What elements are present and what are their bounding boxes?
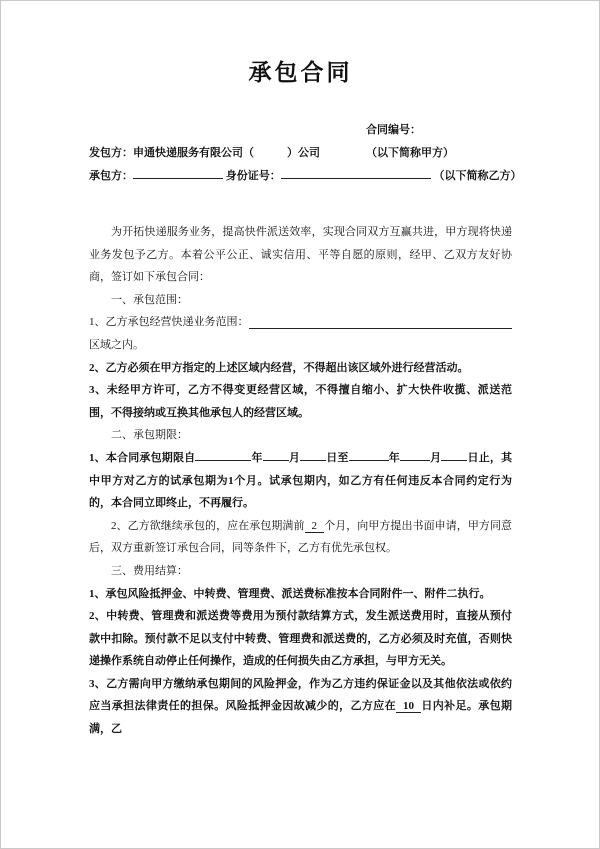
renewal-notice-months-value: 2 bbox=[305, 520, 325, 533]
clause-scope-1-suffix: 区域之内。 bbox=[89, 338, 144, 351]
year-label-2: 年 bbox=[388, 451, 400, 464]
clause-term-2 bbox=[89, 515, 512, 560]
clause-fees-3 bbox=[89, 673, 512, 741]
start-day-blank bbox=[300, 448, 326, 461]
section-heading-fees: 三、费用结算： bbox=[111, 564, 188, 577]
party-b-name-blank bbox=[133, 166, 223, 179]
end-month-blank bbox=[400, 448, 430, 461]
contract-number-line bbox=[89, 119, 512, 142]
year-label-1: 年 bbox=[251, 451, 263, 464]
party-b-id-blank bbox=[281, 166, 431, 179]
replenish-days-value: 10 bbox=[396, 700, 421, 713]
party-a-alias: （以下简称甲方） bbox=[366, 147, 454, 159]
document-body bbox=[89, 221, 512, 741]
day-to-label: 日至 bbox=[326, 451, 349, 464]
party-a-line bbox=[89, 142, 512, 165]
clause-term-1-rest: 日止，其中甲方对乙方的试承包期为1个月。试承包期内，如乙方有任何违反本合同约定行为的，本合同立即终止，不再履行。 bbox=[89, 451, 513, 510]
clause-scope-1 bbox=[89, 311, 512, 334]
party-b-label: 承包方： bbox=[89, 170, 133, 182]
clause-fees-2: 2、中转费、管理费和派送费等费用为预付款结算方式，发生派送费用时，直接从预付款中扣除。预付款不足以支付中转费、管理费和派送费的，乙方必须及时充值，否则快递操作系统自动停止任何操作，造成的任何损失由乙方承担，与甲方无关。 bbox=[89, 610, 512, 668]
party-b-id-label: 身份证号： bbox=[225, 170, 281, 182]
end-year-blank bbox=[349, 448, 389, 461]
section-heading-term: 二、承包期限： bbox=[111, 429, 188, 442]
document-title: 承包合同 bbox=[248, 60, 353, 85]
end-day-blank bbox=[441, 448, 467, 461]
clause-scope-3: 3、未经甲方许可，乙方不得变更经营区域，不得擅自缩小、扩大快件收揽、派送范围，不得接纳或互换其他承包人的经营区域。 bbox=[89, 384, 512, 419]
section-heading-scope: 一、承包范围： bbox=[111, 293, 188, 306]
intro-paragraph: 为开拓快递服务业务，提高快件派送效率，实现合同双方互赢共进，甲方现将快递业务发包予乙方。本着公平公正、诚实信用、平等自愿的原则，经甲、乙双方友好协商，签订如下承包合同： bbox=[89, 226, 512, 284]
contract-number-label: 合同编号： bbox=[366, 124, 421, 136]
party-b-alias: （以下简称乙方） bbox=[433, 170, 522, 182]
party-b-line bbox=[89, 165, 522, 188]
start-month-blank bbox=[263, 448, 289, 461]
clause-fees-3-pre: 3、乙方需向甲方缴纳承包期间的风险押金，作为乙方违约保证金以及其他依法或依约应当承担法律责任的担保。风险抵押金因故减少的，乙方应在 bbox=[89, 677, 512, 713]
scope-area-blank bbox=[249, 311, 513, 329]
clause-fees-1: 1、承包风险抵押金、中转费、管理费、派送费标准按本合同附件一、附件二执行。 bbox=[89, 587, 491, 600]
month-label-2: 月 bbox=[429, 451, 442, 464]
clause-term-2-pre: 2、乙方欲继续承包的，应在承包期满前 bbox=[111, 519, 305, 532]
clause-scope-1-text: 1、乙方承包经营快递业务范围： bbox=[89, 316, 249, 329]
start-year-blank bbox=[195, 448, 251, 461]
clause-fees-3-post: 日内补足。承包期满，乙 bbox=[89, 700, 513, 736]
party-a-name: 申通快递服务有限公司（ ）公司 bbox=[133, 147, 320, 159]
clause-term-1 bbox=[89, 447, 512, 515]
clause-term-2-post: 个月，向甲方提出书面申请，甲方同意后，双方重新签订承包合同，同等条件下，乙方有优先承包权。 bbox=[89, 519, 513, 555]
party-a-label: 发包方： bbox=[89, 147, 133, 159]
clause-scope-2: 2、乙方必须在甲方指定的上述区域内经营，不得超出该区域外进行经营活动。 bbox=[89, 361, 469, 374]
month-label-1: 月 bbox=[288, 451, 301, 464]
clause-term-1-pre: 1、本合同承包期限自 bbox=[89, 451, 196, 464]
